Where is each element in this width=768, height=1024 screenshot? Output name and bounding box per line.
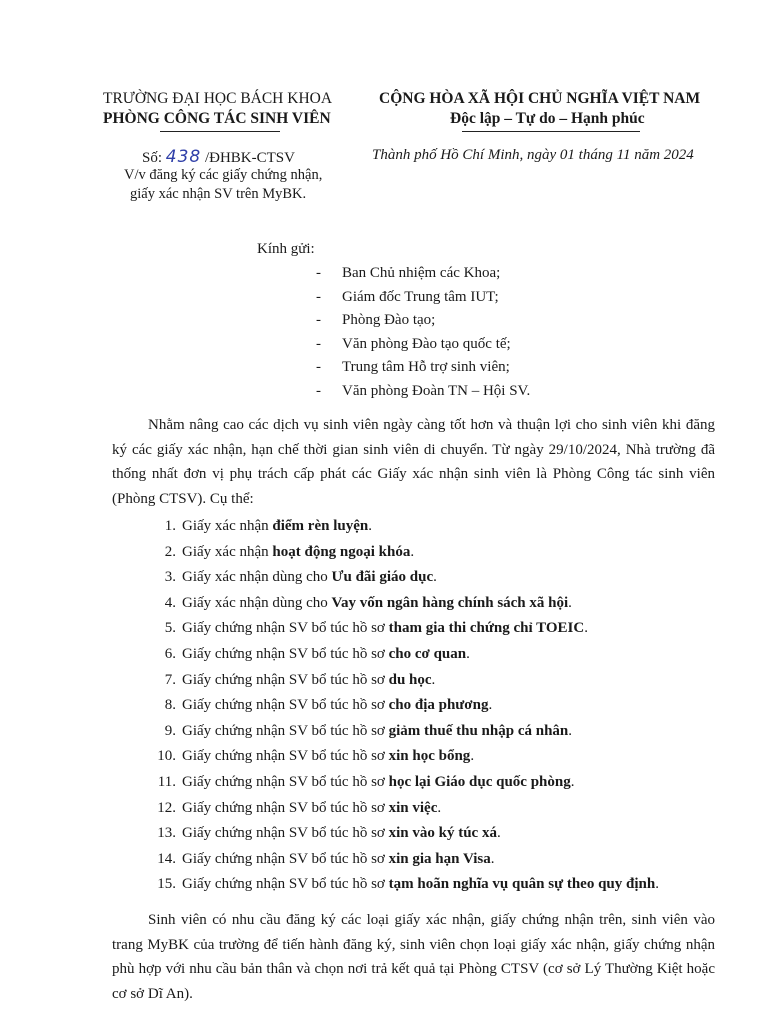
list-item: 8. Giấy chứng nhận SV bổ túc hồ sơ cho địa phương.: [164, 697, 493, 714]
org-name-line1: TRƯỜNG ĐẠI HỌC BÁCH KHOA: [103, 90, 333, 107]
org-name-line2: PHÒNG CÔNG TÁC SINH VIÊN: [103, 110, 331, 127]
recipient-item: - Phòng Đào tạo;: [316, 312, 436, 328]
list-item: 3. Giấy xác nhận dùng cho Ưu đãi giáo dục.: [164, 569, 437, 586]
recipient-item: - Văn phòng Đoàn TN – Hội SV.: [316, 382, 531, 399]
list-item: 11. Giấy chứng nhận SV bổ túc hồ sơ học lại Giáo dục quốc phòng.: [157, 773, 575, 790]
issue-date: Thành phố Hồ Chí Minh, ngày 01 tháng 11 năm 2024: [372, 147, 694, 163]
document-number: [142, 147, 295, 167]
subject-line2: giấy xác nhận SV trên MyBK.: [130, 186, 307, 202]
list-item: 12. Giấy chứng nhận SV bổ túc hồ sơ xin việc.: [157, 799, 442, 816]
subject-line1: V/v đăng ký các giấy chứng nhận,: [124, 167, 323, 183]
certificate-list: [146, 514, 659, 898]
doc-no-label: Số:: [142, 150, 163, 166]
recipient-item: - Trung tâm Hỗ trợ sinh viên;: [316, 359, 510, 375]
list-item: 14. Giấy chứng nhận SV bổ túc hồ sơ xin gia hạn Visa.: [157, 850, 495, 867]
recipient-item: - Ban Chủ nhiệm các Khoa;: [316, 265, 501, 281]
list-item: 6. Giấy chứng nhận SV bổ túc hồ sơ cho cơ quan.: [164, 645, 470, 662]
list-item: 7. Giấy chứng nhận SV bổ túc hồ sơ du học.: [164, 671, 436, 688]
recipient-item: - Giám đốc Trung tâm IUT;: [316, 288, 499, 305]
doc-no-suffix: /ĐHBK-CTSV: [204, 150, 295, 166]
intro-paragraph: Nhằm nâng cao các dịch vụ sinh viên ngày càng tốt hơn và thuận lợi cho sinh viên khi đăng ký các giấy xác nhận, hạn chế thời gian sinh viên di chuyển. Từ ngày 29/10/2024, Nhà trường đã thống nhất đơn vị phụ trách cấp phát các Giấy xác nhận sinh viên là Phòng Công tác sinh viên (Phòng CTSV). Cụ thể:: [112, 417, 715, 507]
list-item: 10. Giấy chứng nhận SV bổ túc hồ sơ xin học bổng.: [157, 748, 475, 765]
recipients-label: Kính gửi:: [257, 241, 315, 257]
doc-no-handwritten: 438: [165, 147, 202, 167]
org-underline: [160, 131, 280, 132]
list-item: 1. Giấy xác nhận điểm rèn luyện.: [164, 518, 372, 534]
list-item: 13. Giấy chứng nhận SV bổ túc hồ sơ xin vào ký túc xá.: [157, 825, 501, 842]
recipient-item: - Văn phòng Đào tạo quốc tế;: [316, 335, 511, 352]
nation-title: CỘNG HÒA XÃ HỘI CHỦ NGHĨA VIỆT NAM: [379, 90, 701, 107]
motto-underline: [462, 131, 640, 132]
list-item: 15. Giấy chứng nhận SV bổ túc hồ sơ tạm hoãn nghĩa vụ quân sự theo quy định.: [157, 876, 659, 893]
list-item: 5. Giấy chứng nhận SV bổ túc hồ sơ tham gia thi chứng chỉ TOEIC.: [164, 620, 588, 637]
list-item: 4. Giấy xác nhận dùng cho Vay vốn ngân hàng chính sách xã hội.: [164, 594, 572, 611]
closing-paragraph: Sinh viên có nhu cầu đăng ký các loại giấy xác nhận, giấy chứng nhận trên, sinh viên vào trang MyBK của trường để tiến hành đăng ký, sinh viên chọn loại giấy xác nhận, giấy chứng nhận phù hợp với nhu cầu bản thân và chọn nơi trả kết quả tại Phòng CTSV (cơ sở Lý Thường Kiệt hoặc cơ sở Dĩ An).: [112, 912, 715, 1002]
recipient-list: [316, 262, 530, 403]
nation-motto: Độc lập – Tự do – Hạnh phúc: [450, 110, 645, 127]
list-item: 9. Giấy chứng nhận SV bổ túc hồ sơ giảm thuế thu nhập cá nhân.: [164, 722, 573, 739]
list-item: 2. Giấy xác nhận hoạt động ngoại khóa.: [164, 543, 415, 560]
